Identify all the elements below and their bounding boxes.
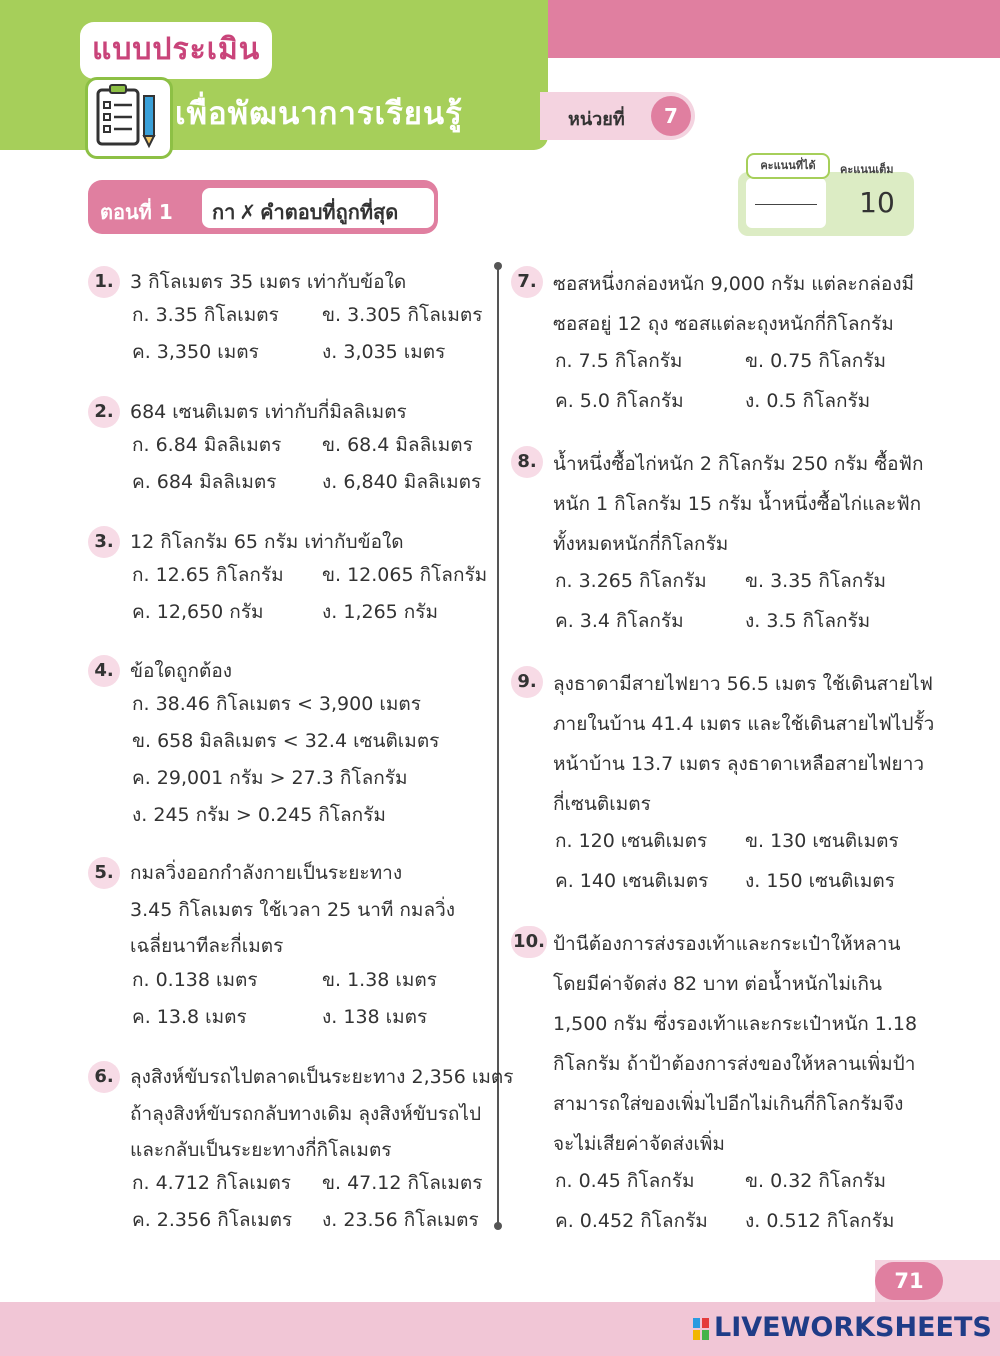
answer-option[interactable]: ค. 3.4 กิโลกรัม <box>555 610 684 632</box>
checklist-icon <box>85 77 173 159</box>
question-text: ลุงสิงห์ขับรถไปตลาดเป็นระยะทาง 2,356 เมตร <box>130 1066 514 1088</box>
instruction-pre: กา <box>212 200 236 224</box>
title-line2: เพื่อพัฒนาการเรียนรู้ <box>175 96 463 132</box>
answer-option[interactable]: ข. 0.75 กิโลกรัม <box>745 350 886 372</box>
answer-option[interactable]: ง. 3,035 เมตร <box>322 341 446 363</box>
answer-option[interactable]: ข. 68.4 มิลลิเมตร <box>322 434 473 456</box>
liveworksheets-logo-icon <box>693 1318 709 1340</box>
answer-option[interactable]: ค. 5.0 กิโลกรัม <box>555 390 684 412</box>
question-text: 3.45 กิโลเมตร ใช้เวลา 25 นาที กมลวิ่ง <box>130 898 456 921</box>
section-label: ตอนที่ 1 <box>100 200 173 224</box>
question-text: 12 กิโลกรัม 65 กรัม เท่ากับข้อใด <box>130 531 404 553</box>
answer-option[interactable]: ค. 12,650 กรัม <box>132 601 264 623</box>
question-number: 4. <box>88 655 120 687</box>
question-text: ถ้าลุงสิงห์ขับรถกลับทางเดิม ลุงสิงห์ขับรถไป <box>130 1102 482 1125</box>
answer-option[interactable]: ค. 140 เซนติเมตร <box>555 870 709 892</box>
question-text: จะไม่เสียค่าจัดส่งเพิ่ม <box>553 1133 725 1155</box>
answer-option[interactable]: ก. 120 เซนติเมตร <box>555 830 708 852</box>
question-text: หนัก 1 กิโลกรัม 15 กรัม น้ำหนึ่งซื้อไก่และฟัก <box>553 493 922 515</box>
question-text: ซอสอยู่ 12 ถุง ซอสแต่ละถุงหนักกี่กิโลกรัม <box>553 313 894 335</box>
answer-option[interactable]: ก. 4.712 กิโลเมตร <box>132 1172 291 1194</box>
answer-option[interactable]: ค. 13.8 เมตร <box>132 1006 247 1028</box>
question-text: หน้าบ้าน 13.7 เมตร ลุงธาดาเหลือสายไฟยาว <box>553 753 925 775</box>
answer-option[interactable]: ข. 12.065 กิโลกรัม <box>322 564 488 586</box>
answer-option[interactable]: ง. 138 เมตร <box>322 1006 428 1028</box>
answer-option[interactable]: ก. 38.46 กิโลเมตร < 3,900 เมตร <box>132 693 421 715</box>
answer-option[interactable]: ค. 0.452 กิโลกรัม <box>555 1210 708 1232</box>
brand-name: LIVEWORKSHEETS <box>714 1312 992 1343</box>
answer-option[interactable]: ง. 150 เซนติเมตร <box>745 870 895 892</box>
answer-option[interactable]: ง. 0.5 กิโลกรัม <box>745 390 871 412</box>
question-text: ลุงธาดามีสายไฟยาว 56.5 เมตร ใช้เดินสายไฟ <box>553 673 933 695</box>
question-text: กี่เซนติเมตร <box>553 793 651 815</box>
instruction-post: คำตอบที่ถูกที่สุด <box>260 200 399 224</box>
answer-option[interactable]: ค. 3,350 เมตร <box>132 341 259 363</box>
answer-option[interactable]: ค. 684 มิลลิเมตร <box>132 471 277 493</box>
question-text: 1,500 กรัม ซึ่งรองเท้าและกระเป๋าหนัก 1.18 <box>553 1013 918 1035</box>
question-number: 1. <box>88 266 120 298</box>
question-number: 8. <box>511 446 543 478</box>
title-line1: แบบประเมิน <box>80 22 272 79</box>
answer-option[interactable]: ข. 3.305 กิโลเมตร <box>322 304 483 326</box>
question-text: ป้านีต้องการส่งรองเท้าและกระเป๋าให้หลาน <box>553 933 901 955</box>
question-text: ซอสหนึ่งกล่องหนัก 9,000 กรัม แต่ละกล่องมี <box>553 273 915 295</box>
answer-option[interactable]: ง. 3.5 กิโลกรัม <box>745 610 871 632</box>
answer-option[interactable]: ก. 3.35 กิโลเมตร <box>132 304 279 326</box>
score-got-label: คะแนนที่ได้ <box>746 153 830 179</box>
header-pink-band <box>540 0 1000 58</box>
answer-option[interactable]: ง. 245 กรัม > 0.245 กิโลกรัม <box>132 804 386 826</box>
answer-option[interactable]: ข. 658 มิลลิเมตร < 32.4 เซนติเมตร <box>132 730 440 752</box>
question-number: 2. <box>88 396 120 428</box>
x-mark-icon: ✗ <box>239 200 257 224</box>
answer-option[interactable]: ก. 12.65 กิโลกรัม <box>132 564 284 586</box>
answer-option[interactable]: ง. 1,265 กรัม <box>322 601 439 623</box>
answer-option[interactable]: ข. 0.32 กิโลกรัม <box>745 1170 886 1192</box>
answer-option[interactable]: ค. 2.356 กิโลเมตร <box>132 1209 293 1231</box>
answer-option[interactable]: ก. 6.84 มิลลิเมตร <box>132 434 282 456</box>
answer-option[interactable]: ข. 47.12 กิโลเมตร <box>322 1172 483 1194</box>
question-text: ภายในบ้าน 41.4 เมตร และใช้เดินสายไฟไปรั้ว <box>553 713 935 735</box>
answer-option[interactable]: ง. 6,840 มิลลิเมตร <box>322 471 482 493</box>
answer-option[interactable]: ข. 130 เซนติเมตร <box>745 830 899 852</box>
question-number: 5. <box>88 857 120 889</box>
unit-number: 7 <box>651 96 691 136</box>
question-number: 7. <box>511 266 543 298</box>
question-text: สามารถใส่ของเพิ่มไปอีกไม่เกินกี่กิโลกรัมจึง <box>553 1093 904 1115</box>
question-text: 3 กิโลเมตร 35 เมตร เท่ากับข้อใด <box>130 271 407 293</box>
answer-option[interactable]: ก. 0.138 เมตร <box>132 969 258 991</box>
divider-dot <box>494 1222 502 1230</box>
question-text: ข้อใดถูกต้อง <box>130 660 233 682</box>
answer-option[interactable]: ก. 3.265 กิโลกรัม <box>555 570 707 592</box>
answer-option[interactable]: ง. 0.512 กิโลกรัม <box>745 1210 895 1232</box>
question-number: 9. <box>511 666 543 698</box>
question-text: กิโลกรัม ถ้าป้าต้องการส่งของให้หลานเพิ่มป้า <box>553 1053 916 1075</box>
score-got-field[interactable] <box>746 178 826 228</box>
question-text: ทั้งหมดหนักกี่กิโลกรัม <box>553 533 729 555</box>
unit-label: หน่วยที่ <box>568 109 625 130</box>
answer-option[interactable]: ก. 0.45 กิโลกรัม <box>555 1170 695 1192</box>
page-number: 71 <box>875 1262 943 1300</box>
score-blank-line <box>755 204 817 205</box>
divider-dot <box>494 262 502 270</box>
answer-option[interactable]: ง. 23.56 กิโลเมตร <box>322 1209 479 1231</box>
answer-option[interactable]: ข. 1.38 เมตร <box>322 969 437 991</box>
answer-option[interactable]: ก. 7.5 กิโลกรัม <box>555 350 683 372</box>
question-text: 684 เซนติเมตร เท่ากับกี่มิลลิเมตร <box>130 401 407 423</box>
question-number: 6. <box>88 1061 120 1093</box>
question-text: น้ำหนึ่งซื้อไก่หนัก 2 กิโลกรัม 250 กรัม ซื้อฟัก <box>553 453 924 475</box>
question-text: และกลับเป็นระยะทางกี่กิโลเมตร <box>130 1139 392 1161</box>
section-instruction <box>212 196 398 228</box>
question-number: 10. <box>511 926 547 958</box>
question-text: เฉลี่ยนาทีละกี่เมตร <box>130 935 284 957</box>
answer-option[interactable]: ข. 3.35 กิโลกรัม <box>745 570 886 592</box>
score-full-value: 10 <box>859 186 895 219</box>
question-number: 3. <box>88 526 120 558</box>
question-text: กมลวิ่งออกกำลังกายเป็นระยะทาง <box>130 862 403 884</box>
question-text: โดยมีค่าจัดส่ง 82 บาท ต่อน้ำหนักไม่เกิน <box>553 973 882 995</box>
answer-option[interactable]: ค. 29,001 กรัม > 27.3 กิโลกรัม <box>132 767 408 789</box>
score-full-label: คะแนนเต็ม <box>840 163 894 176</box>
